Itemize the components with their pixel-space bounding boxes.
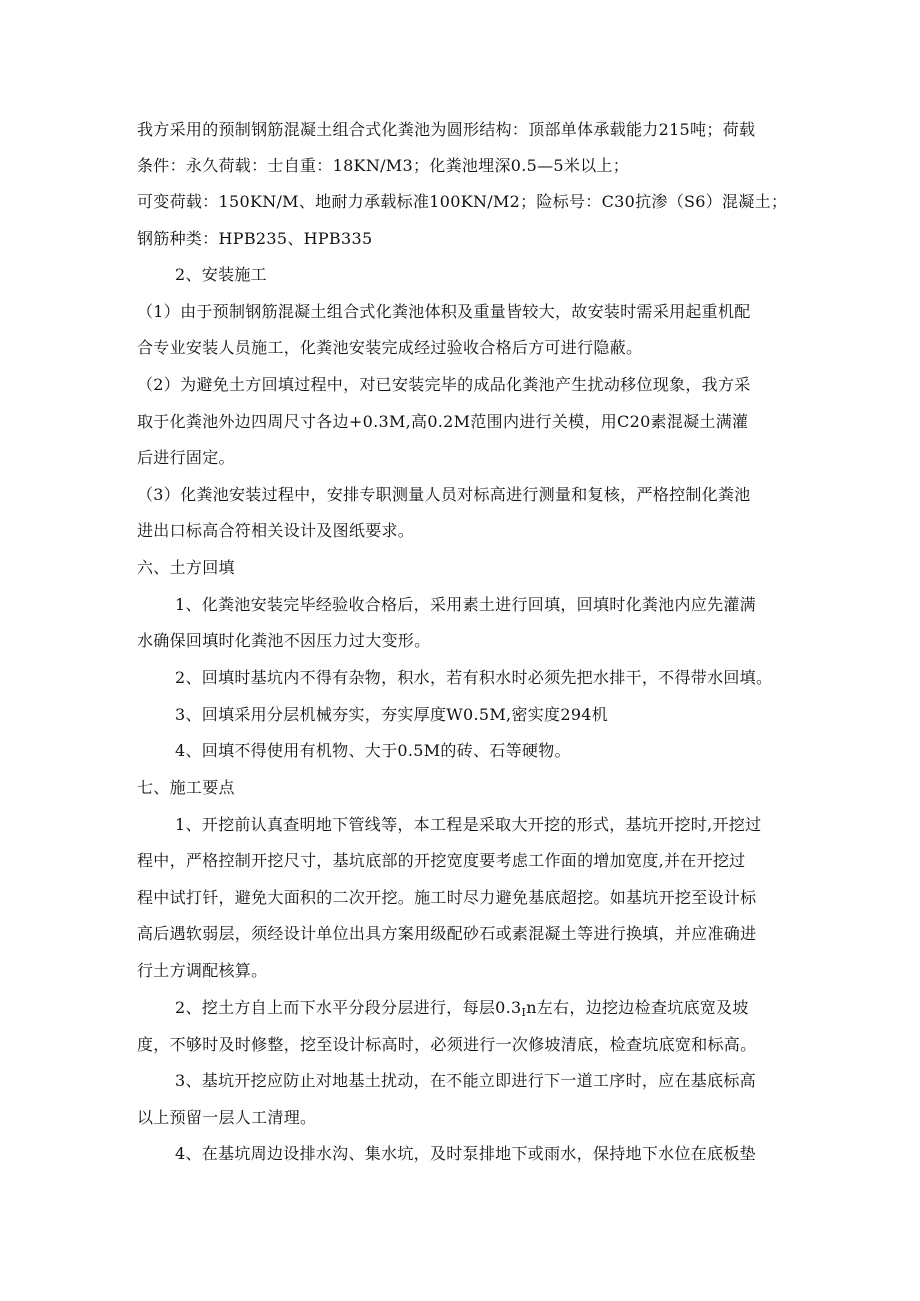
text-segment: n左右，边挖边检查坑底宽及坡 xyxy=(526,998,749,1017)
text-line: 1、化粪池安装完毕经验收合格后，采用素土进行回填，回填时化粪池内应先灌满 xyxy=(175,595,756,614)
text-line: 我方采用的预制钢筋混凝土组合式化粪池为圆形结构：顶部单体承载能力215吨；荷载 xyxy=(137,120,756,139)
text-line: 3、回填采用分层机械夯实，夯实厚度W0.5M,密实度294机 xyxy=(175,705,609,724)
section-heading: 七、施工要点 xyxy=(137,778,235,797)
text-line: 后进行固定。 xyxy=(137,448,235,467)
text-line: 程中试打钎，避免大面积的二次开挖。施工时尽力避免基底超挖。如基坑开挖至设计标 xyxy=(137,888,757,907)
text-line: 进出口标高合符相关设计及图纸要求。 xyxy=(137,521,415,540)
text-subscript: I xyxy=(521,1006,527,1019)
text-line: （2）为避免土方回填过程中，对已安装完毕的成品化粪池产生扰动移位现象，我方采 xyxy=(137,375,751,394)
text-line: 可变荷载：150KN/M、地耐力承载标准100KN/M2；险标号：C30抗渗（S6）混凝土； xyxy=(137,192,788,211)
text-line: 钢筋种类：HPB235、HPB335 xyxy=(137,229,373,248)
text-line: 条件：永久荷载：士自重：18KN/M3；化粪池埋深0.5—5米以上； xyxy=(137,156,630,175)
section-heading: 2、安装施工 xyxy=(175,265,267,284)
text-line: 高后遇软弱层，须经设计单位出具方案用级配砂石或素混凝土等进行换填，并应准确进 xyxy=(137,924,757,943)
text-line: 度，不够时及时修整，挖至设计标高时，必须进行一次修坡清底，检查坑底宽和标高。 xyxy=(137,1035,757,1054)
text-segment: 2、挖土方自上而下水平分段分层进行，每层0.3 xyxy=(175,998,522,1017)
text-line: 程中，严格控制开挖尺寸，基坑底部的开挖宽度要考虑工作面的增加宽度,并在开挖过 xyxy=(137,851,746,870)
section-heading: 六、土方回填 xyxy=(137,558,235,577)
text-line: 水确保回填时化粪池不因压力过大变形。 xyxy=(137,631,431,650)
text-line: 2、回填时基坑内不得有杂物，积水，若有积水时必须先把水排干，不得带水回填。 xyxy=(175,668,773,687)
text-line: 4、在基坑周边设排水沟、集水坑，及时泵排地下或雨水，保持地下水位在底板垫 xyxy=(175,1144,756,1163)
text-line: （3）化粪池安装过程中，安排专职测量人员对标高进行测量和复核，严格控制化粪池 xyxy=(137,485,751,504)
text-line: 3、基坑开挖应防止对地基土扰动，在不能立即进行下一道工序时，应在基底标高 xyxy=(175,1071,756,1090)
text-line: 1、开挖前认真查明地下管线等，本工程是采取大开挖的形式，基坑开挖时,开挖过 xyxy=(175,815,762,834)
text-line: 合专业安装人员施工，化粪池安装完成经过验收合格后方可进行隐蔽。 xyxy=(137,338,643,357)
text-line xyxy=(175,998,749,1020)
text-line: 以上预留一层人工清理。 xyxy=(137,1108,317,1127)
text-line: 行土方调配核算。 xyxy=(137,961,268,980)
text-line: 取于化粪池外边四周尺寸各边+0.3M,高0.2M范围内进行关模，用C20素混凝土满灌 xyxy=(137,412,749,431)
text-line: 4、回填不得使用有机物、大于0.5M的砖、石等硬物。 xyxy=(175,741,571,760)
text-line: （1）由于预制钢筋混凝土组合式化粪池体积及重量皆较大，故安装时需采用起重机配 xyxy=(137,302,751,321)
